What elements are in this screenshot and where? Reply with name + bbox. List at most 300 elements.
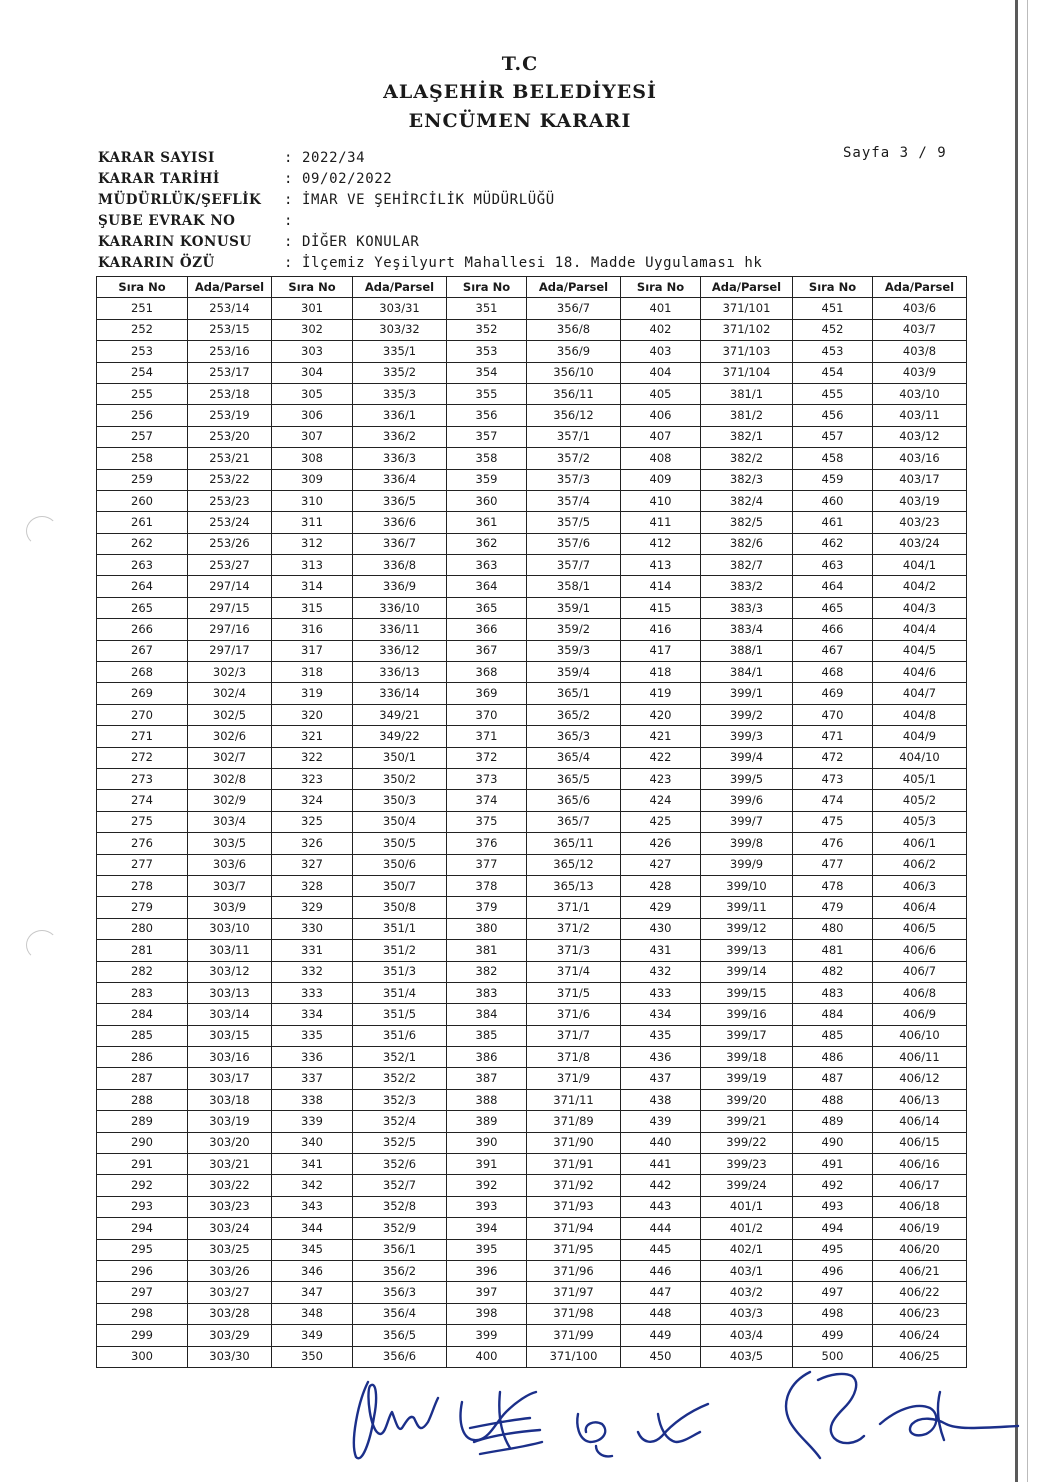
ada-parsel-cell: 371/91 [527,1154,621,1175]
sira-no-cell: 495 [793,1239,873,1260]
sira-no-cell: 494 [793,1218,873,1239]
sira-no-cell: 321 [272,726,353,747]
sira-no-cell: 465 [793,597,873,618]
ada-parsel-cell: 350/1 [353,747,447,768]
sira-no-cell: 387 [447,1068,527,1089]
column-header: Sıra No [97,277,188,298]
ada-parsel-cell: 336/5 [353,490,447,511]
sira-no-cell: 405 [621,383,701,404]
ada-parsel-cell: 406/22 [873,1282,967,1303]
sira-no-cell: 314 [272,576,353,597]
signature-6 [880,1392,1018,1440]
table-row [97,747,967,768]
sira-no-cell: 275 [97,811,188,832]
sira-no-cell: 380 [447,918,527,939]
table-row [97,619,967,640]
sira-no-cell: 296 [97,1260,188,1281]
sira-no-cell: 388 [447,1089,527,1110]
ada-parsel-cell: 357/4 [527,490,621,511]
ada-parsel-cell: 371/93 [527,1196,621,1217]
sira-no-cell: 348 [272,1303,353,1324]
signatures [340,1362,1020,1472]
ada-parsel-cell: 297/16 [188,619,272,640]
ada-parsel-cell: 404/9 [873,726,967,747]
meta-value: İlçemiz Yeşilyurt Mahallesi 18. Madde Uygulaması hk [302,255,763,271]
ada-parsel-cell: 406/5 [873,918,967,939]
ada-parsel-cell: 371/104 [701,362,793,383]
ada-parsel-cell: 352/9 [353,1218,447,1239]
sira-no-cell: 497 [793,1282,873,1303]
ada-parsel-cell: 303/29 [188,1325,272,1346]
ada-parsel-cell: 303/17 [188,1068,272,1089]
sira-no-cell: 433 [621,982,701,1003]
ada-parsel-cell: 371/94 [527,1218,621,1239]
sira-no-cell: 397 [447,1282,527,1303]
ada-parsel-cell: 399/1 [701,683,793,704]
sira-no-cell: 297 [97,1282,188,1303]
ada-parsel-cell: 399/17 [701,1025,793,1046]
ada-parsel-cell: 336/7 [353,533,447,554]
header-decision-title: ENCÜMEN KARARI [408,110,632,132]
ada-parsel-cell: 403/10 [873,383,967,404]
sira-no-cell: 418 [621,662,701,683]
ada-parsel-cell: 406/19 [873,1218,967,1239]
signature-5 [786,1372,864,1458]
sira-no-cell: 360 [447,490,527,511]
sira-no-cell: 329 [272,897,353,918]
sira-no-cell: 374 [447,790,527,811]
sira-no-cell: 454 [793,362,873,383]
sira-no-cell: 253 [97,341,188,362]
ada-parsel-cell: 404/4 [873,619,967,640]
sira-no-cell: 455 [793,383,873,404]
sira-no-cell: 315 [272,597,353,618]
table-row [97,640,967,661]
sira-no-cell: 424 [621,790,701,811]
ada-parsel-cell: 352/1 [353,1047,447,1068]
sira-no-cell: 330 [272,918,353,939]
ada-parsel-cell: 303/30 [188,1346,272,1367]
sira-no-cell: 317 [272,640,353,661]
sira-no-cell: 298 [97,1303,188,1324]
ada-parsel-cell: 352/8 [353,1196,447,1217]
sira-no-cell: 392 [447,1175,527,1196]
sira-no-cell: 319 [272,683,353,704]
ada-parsel-cell: 399/18 [701,1047,793,1068]
sira-no-cell: 466 [793,619,873,640]
sira-no-cell: 351 [447,298,527,319]
ada-parsel-cell: 406/3 [873,875,967,896]
sira-no-cell: 431 [621,940,701,961]
ada-parsel-cell: 371/6 [527,1004,621,1025]
sira-no-cell: 262 [97,533,188,554]
table-row [97,726,967,747]
sira-no-cell: 432 [621,961,701,982]
ada-parsel-cell: 403/8 [873,341,967,362]
table-row [97,1132,967,1153]
sira-no-cell: 313 [272,555,353,576]
sira-no-cell: 320 [272,704,353,725]
sira-no-cell: 272 [97,747,188,768]
sira-no-cell: 282 [97,961,188,982]
ada-parsel-cell: 357/2 [527,448,621,469]
sira-no-cell: 381 [447,940,527,961]
meta-value: 09/02/2022 [302,171,393,187]
table-row [97,426,967,447]
ada-parsel-cell: 356/4 [353,1303,447,1324]
column-header: Sıra No [793,277,873,298]
ada-parsel-cell: 302/3 [188,662,272,683]
ada-parsel-cell: 359/2 [527,619,621,640]
ada-parsel-cell: 406/6 [873,940,967,961]
sira-no-cell: 438 [621,1089,701,1110]
ada-parsel-cell: 405/3 [873,811,967,832]
sira-no-cell: 435 [621,1025,701,1046]
ada-parsel-cell: 406/21 [873,1260,967,1281]
sira-no-cell: 491 [793,1154,873,1175]
sira-no-cell: 345 [272,1239,353,1260]
sira-no-cell: 312 [272,533,353,554]
table-row [97,469,967,490]
meta-colon: : [284,192,293,208]
sira-no-cell: 430 [621,918,701,939]
sira-no-cell: 371 [447,726,527,747]
ada-parsel-cell: 399/5 [701,768,793,789]
sira-no-cell: 446 [621,1260,701,1281]
sira-no-cell: 481 [793,940,873,961]
sira-no-cell: 436 [621,1047,701,1068]
ada-parsel-cell: 350/6 [353,854,447,875]
sira-no-cell: 304 [272,362,353,383]
ada-parsel-cell: 336/11 [353,619,447,640]
page-edge-shadow [1015,0,1018,1482]
ada-parsel-cell: 404/3 [873,597,967,618]
ada-parsel-cell: 336/3 [353,448,447,469]
ada-parsel-cell: 406/7 [873,961,967,982]
meta-colon: : [284,171,293,187]
ada-parsel-cell: 336/9 [353,576,447,597]
ada-parsel-cell: 406/2 [873,854,967,875]
sira-no-cell: 434 [621,1004,701,1025]
meta-label: KARAR SAYISI [98,150,215,166]
ada-parsel-cell: 381/1 [701,383,793,404]
ada-parsel-cell: 382/7 [701,555,793,576]
sira-no-cell: 467 [793,640,873,661]
ada-parsel-cell: 303/6 [188,854,272,875]
sira-no-cell: 264 [97,576,188,597]
sira-no-cell: 399 [447,1325,527,1346]
sira-no-cell: 346 [272,1260,353,1281]
ada-parsel-cell: 351/5 [353,1004,447,1025]
ada-parsel-cell: 358/1 [527,576,621,597]
sira-no-cell: 356 [447,405,527,426]
ada-parsel-cell: 403/11 [873,405,967,426]
ada-parsel-cell: 336/8 [353,555,447,576]
sira-no-cell: 452 [793,319,873,340]
sira-no-cell: 353 [447,341,527,362]
ada-parsel-cell: 403/7 [873,319,967,340]
table-row [97,833,967,854]
sira-no-cell: 283 [97,982,188,1003]
table-header-row [97,277,967,298]
ada-parsel-cell: 356/12 [527,405,621,426]
ada-parsel-cell: 352/4 [353,1111,447,1132]
sira-no-cell: 422 [621,747,701,768]
sira-no-cell: 370 [447,704,527,725]
ada-parsel-cell: 253/17 [188,362,272,383]
sira-no-cell: 411 [621,512,701,533]
table-row [97,683,967,704]
ada-parsel-cell: 406/10 [873,1025,967,1046]
table-row [97,811,967,832]
ada-parsel-cell: 406/16 [873,1154,967,1175]
ada-parsel-cell: 357/1 [527,426,621,447]
sira-no-cell: 379 [447,897,527,918]
sira-no-cell: 377 [447,854,527,875]
column-header: Ada/Parsel [188,277,272,298]
sira-no-cell: 407 [621,426,701,447]
sira-no-cell: 263 [97,555,188,576]
sira-no-cell: 294 [97,1218,188,1239]
ada-parsel-cell: 303/21 [188,1154,272,1175]
sira-no-cell: 309 [272,469,353,490]
ada-parsel-cell: 303/18 [188,1089,272,1110]
sira-no-cell: 269 [97,683,188,704]
sira-no-cell: 404 [621,362,701,383]
ada-parsel-cell: 403/9 [873,362,967,383]
ada-parsel-cell: 350/4 [353,811,447,832]
ada-parsel-cell: 253/15 [188,319,272,340]
sira-no-cell: 489 [793,1111,873,1132]
meta-colon: : [284,150,293,166]
sira-no-cell: 402 [621,319,701,340]
ada-parsel-cell: 302/8 [188,768,272,789]
sira-no-cell: 449 [621,1325,701,1346]
sira-no-cell: 474 [793,790,873,811]
sira-no-cell: 391 [447,1154,527,1175]
table-row [97,1175,967,1196]
ada-parsel-cell: 349/22 [353,726,447,747]
sira-no-cell: 485 [793,1025,873,1046]
ada-parsel-cell: 303/13 [188,982,272,1003]
sira-no-cell: 475 [793,811,873,832]
table-row [97,1260,967,1281]
sira-no-cell: 286 [97,1047,188,1068]
ada-parsel-cell: 303/14 [188,1004,272,1025]
ada-parsel-cell: 253/14 [188,298,272,319]
sira-no-cell: 277 [97,854,188,875]
ada-parsel-cell: 302/7 [188,747,272,768]
sira-no-cell: 470 [793,704,873,725]
table-row [97,1154,967,1175]
sira-no-cell: 492 [793,1175,873,1196]
sira-no-cell: 295 [97,1239,188,1260]
sira-no-cell: 441 [621,1154,701,1175]
sira-no-cell: 303 [272,341,353,362]
ada-parsel-cell: 403/3 [701,1303,793,1324]
sira-no-cell: 488 [793,1089,873,1110]
meta-colon: : [284,255,293,271]
ada-parsel-cell: 350/7 [353,875,447,896]
ada-parsel-cell: 335/2 [353,362,447,383]
ada-parsel-cell: 357/7 [527,555,621,576]
ada-parsel-cell: 303/16 [188,1047,272,1068]
ada-parsel-cell: 356/11 [527,383,621,404]
ada-parsel-cell: 403/12 [873,426,967,447]
sira-no-cell: 350 [272,1346,353,1367]
sira-no-cell: 293 [97,1196,188,1217]
sira-no-cell: 325 [272,811,353,832]
sira-no-cell: 257 [97,426,188,447]
sira-no-cell: 403 [621,341,701,362]
ada-parsel-cell: 352/7 [353,1175,447,1196]
sira-no-cell: 390 [447,1132,527,1153]
sira-no-cell: 355 [447,383,527,404]
ada-parsel-cell: 371/3 [527,940,621,961]
ada-parsel-cell: 371/11 [527,1089,621,1110]
sira-no-cell: 482 [793,961,873,982]
sira-no-cell: 362 [447,533,527,554]
ada-parsel-cell: 406/25 [873,1346,967,1367]
ada-parsel-cell: 303/23 [188,1196,272,1217]
ada-parsel-cell: 403/17 [873,469,967,490]
ada-parsel-cell: 357/3 [527,469,621,490]
sira-no-cell: 484 [793,1004,873,1025]
ada-parsel-cell: 365/5 [527,768,621,789]
column-header: Sıra No [272,277,353,298]
sira-no-cell: 401 [621,298,701,319]
ada-parsel-cell: 356/10 [527,362,621,383]
ada-parsel-cell: 356/6 [353,1346,447,1367]
sira-no-cell: 255 [97,383,188,404]
sira-no-cell: 278 [97,875,188,896]
ada-parsel-cell: 365/7 [527,811,621,832]
sira-no-cell: 445 [621,1239,701,1260]
ada-parsel-cell: 383/3 [701,597,793,618]
ada-parsel-cell: 371/99 [527,1325,621,1346]
ada-parsel-cell: 406/17 [873,1175,967,1196]
ada-parsel-cell: 403/6 [873,298,967,319]
sira-no-cell: 423 [621,768,701,789]
signature-2 [461,1392,542,1454]
ada-parsel-cell: 356/5 [353,1325,447,1346]
ada-parsel-cell: 336/12 [353,640,447,661]
sira-no-cell: 478 [793,875,873,896]
ada-parsel-cell: 399/15 [701,982,793,1003]
ada-parsel-cell: 406/20 [873,1239,967,1260]
sira-no-cell: 336 [272,1047,353,1068]
sira-no-cell: 316 [272,619,353,640]
ada-parsel-cell: 381/2 [701,405,793,426]
ada-parsel-cell: 253/21 [188,448,272,469]
ada-parsel-cell: 297/14 [188,576,272,597]
sira-no-cell: 453 [793,341,873,362]
sira-no-cell: 332 [272,961,353,982]
sira-no-cell: 375 [447,811,527,832]
ada-parsel-cell: 403/19 [873,490,967,511]
table-row [97,319,967,340]
ada-parsel-cell: 359/1 [527,597,621,618]
ada-parsel-cell: 336/4 [353,469,447,490]
ada-parsel-cell: 352/5 [353,1132,447,1153]
ada-parsel-cell: 365/6 [527,790,621,811]
ada-parsel-cell: 335/3 [353,383,447,404]
ada-parsel-cell: 253/27 [188,555,272,576]
sira-no-cell: 417 [621,640,701,661]
sira-no-cell: 292 [97,1175,188,1196]
sira-no-cell: 479 [793,897,873,918]
ada-parsel-cell: 297/17 [188,640,272,661]
column-header: Ada/Parsel [701,277,793,298]
ada-parsel-cell: 253/20 [188,426,272,447]
sira-no-cell: 337 [272,1068,353,1089]
sira-no-cell: 261 [97,512,188,533]
table-row [97,940,967,961]
ada-parsel-cell: 253/19 [188,405,272,426]
page-edge-line [1027,0,1028,1482]
sira-no-cell: 499 [793,1325,873,1346]
ada-parsel-cell: 302/6 [188,726,272,747]
sira-no-cell: 260 [97,490,188,511]
sira-no-cell: 281 [97,940,188,961]
meta-value: DİĞER KONULAR [302,234,420,250]
column-header: Sıra No [447,277,527,298]
ada-parsel-cell: 371/89 [527,1111,621,1132]
sira-no-cell: 393 [447,1196,527,1217]
sira-no-cell: 258 [97,448,188,469]
ada-parsel-cell: 371/7 [527,1025,621,1046]
sira-no-cell: 363 [447,555,527,576]
ada-parsel-cell: 357/6 [527,533,621,554]
sira-no-cell: 428 [621,875,701,896]
ada-parsel-cell: 365/12 [527,854,621,875]
table-row [97,383,967,404]
sira-no-cell: 256 [97,405,188,426]
table-row [97,1068,967,1089]
ada-parsel-cell: 349/21 [353,704,447,725]
sira-no-cell: 273 [97,768,188,789]
sira-no-cell: 373 [447,768,527,789]
ada-parsel-cell: 401/2 [701,1218,793,1239]
meta-row-karar-sayisi [98,148,762,169]
meta-label: ŞUBE EVRAK NO [98,213,236,229]
sira-no-cell: 349 [272,1325,353,1346]
sira-no-cell: 471 [793,726,873,747]
table-row [97,704,967,725]
ada-parsel-cell: 357/5 [527,512,621,533]
ada-parsel-cell: 303/27 [188,1282,272,1303]
ada-parsel-cell: 359/3 [527,640,621,661]
ada-parsel-cell: 359/4 [527,662,621,683]
ada-parsel-cell: 350/5 [353,833,447,854]
sira-no-cell: 462 [793,533,873,554]
ada-parsel-cell: 399/3 [701,726,793,747]
ada-parsel-cell: 404/10 [873,747,967,768]
sira-no-cell: 300 [97,1346,188,1367]
sira-no-cell: 331 [272,940,353,961]
sira-no-cell: 259 [97,469,188,490]
table-row [97,961,967,982]
ada-parsel-cell: 383/2 [701,576,793,597]
ada-parsel-cell: 399/23 [701,1154,793,1175]
sira-no-cell: 382 [447,961,527,982]
ada-parsel-cell: 303/25 [188,1239,272,1260]
table-row [97,362,967,383]
sira-no-cell: 267 [97,640,188,661]
ada-parsel-cell: 403/5 [701,1346,793,1367]
ada-parsel-cell: 303/26 [188,1260,272,1281]
ada-parsel-cell: 382/2 [701,448,793,469]
